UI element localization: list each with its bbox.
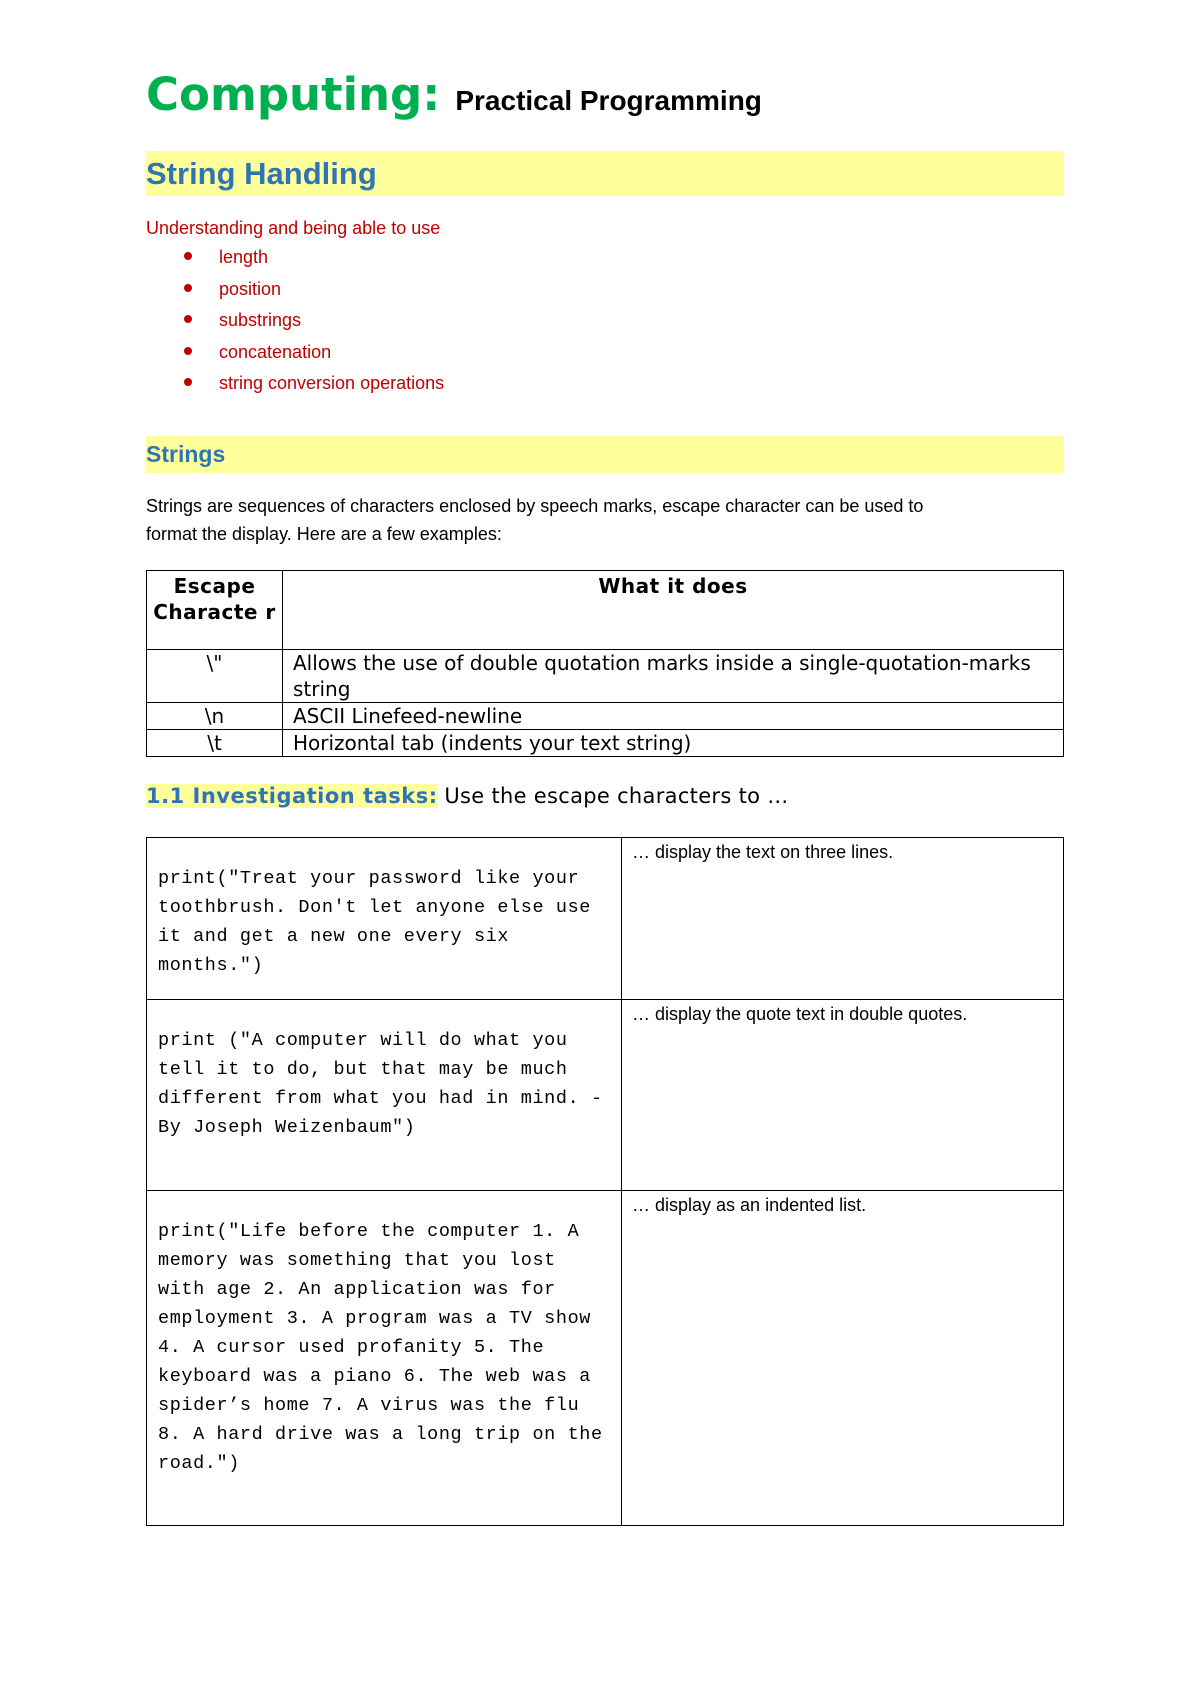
title-main: Computing: xyxy=(146,68,441,121)
task-cell: … display as an indented list. xyxy=(622,1191,1064,1526)
escape-character-table xyxy=(146,570,1064,757)
escape-char-cell: \" xyxy=(147,650,283,703)
investigation-text: Use the escape characters to … xyxy=(444,784,789,808)
code-snippet: print ("A computer will do what you tell it to do, but that may be much different from what you had in mind. - By Joseph Weizenbaum") xyxy=(158,1030,615,1138)
paragraph-line: Strings are sequences of characters enclosed by speech marks, escape character can be used to xyxy=(146,496,924,516)
section-heading-strings xyxy=(146,436,1064,473)
task-cell: … display the text on three lines. xyxy=(622,838,1064,1000)
paragraph-line: format the display. Here are a few examples: xyxy=(146,524,502,544)
heading-text: Strings xyxy=(146,441,226,467)
bullet-icon xyxy=(184,284,192,292)
escape-desc-cell: Horizontal tab (indents your text string) xyxy=(283,730,1064,757)
list-item: position xyxy=(146,278,444,310)
code-cell xyxy=(147,838,622,1000)
task-cell: … display the quote text in double quotes. xyxy=(622,1000,1064,1191)
bullet-icon xyxy=(184,347,192,355)
escape-desc-cell: Allows the use of double quotation marks inside a single-quotation-marks string xyxy=(283,650,1064,703)
list-item: length xyxy=(146,246,444,278)
code-snippet: print("Life before the computer 1. A memory was something that you lost with age 2. An application was for employment 3. A program was a TV show 4. A cursor used profanity 5. The keyboard was a piano 6. The web was a spider’s home 7. A virus was the flu 8. A hard drive was a long trip on the road.") xyxy=(158,1221,615,1474)
escape-char-cell: \t xyxy=(147,730,283,757)
code-snippet: print("Treat your password like your toothbrush. Don't let anyone else use it and get a new one every six months.") xyxy=(158,868,603,976)
investigation-label: 1.1 Investigation tasks: xyxy=(146,784,438,808)
topic-list xyxy=(146,246,444,404)
section-heading-string-handling xyxy=(146,151,1064,196)
heading-text: String Handling xyxy=(146,156,377,191)
list-item: concatenation xyxy=(146,341,444,373)
intro-text: Understanding and being able to use xyxy=(146,218,441,238)
investigation-heading xyxy=(146,784,789,808)
table-row xyxy=(147,703,1064,730)
code-cell xyxy=(147,1000,622,1191)
bullet-icon xyxy=(184,315,192,323)
table-row xyxy=(147,1000,1064,1191)
table-row xyxy=(147,730,1064,757)
strings-paragraph xyxy=(146,492,1046,548)
list-item: substrings xyxy=(146,309,444,341)
title-subtitle: Practical Programming xyxy=(455,85,762,116)
list-item: string conversion operations xyxy=(146,372,444,404)
column-header-escape: Escape Characte r xyxy=(147,571,283,650)
table-header-row xyxy=(147,571,1064,650)
code-cell xyxy=(147,1191,622,1526)
bullet-icon xyxy=(184,378,192,386)
column-header-what: What it does xyxy=(283,571,1064,650)
escape-char-cell: \n xyxy=(147,703,283,730)
table-row xyxy=(147,1191,1064,1526)
investigation-task-table xyxy=(146,837,1064,1526)
escape-desc-cell: ASCII Linefeed-newline xyxy=(283,703,1064,730)
table-row xyxy=(147,838,1064,1000)
table-row xyxy=(147,650,1064,703)
page-title xyxy=(146,68,762,121)
bullet-icon xyxy=(184,252,192,260)
